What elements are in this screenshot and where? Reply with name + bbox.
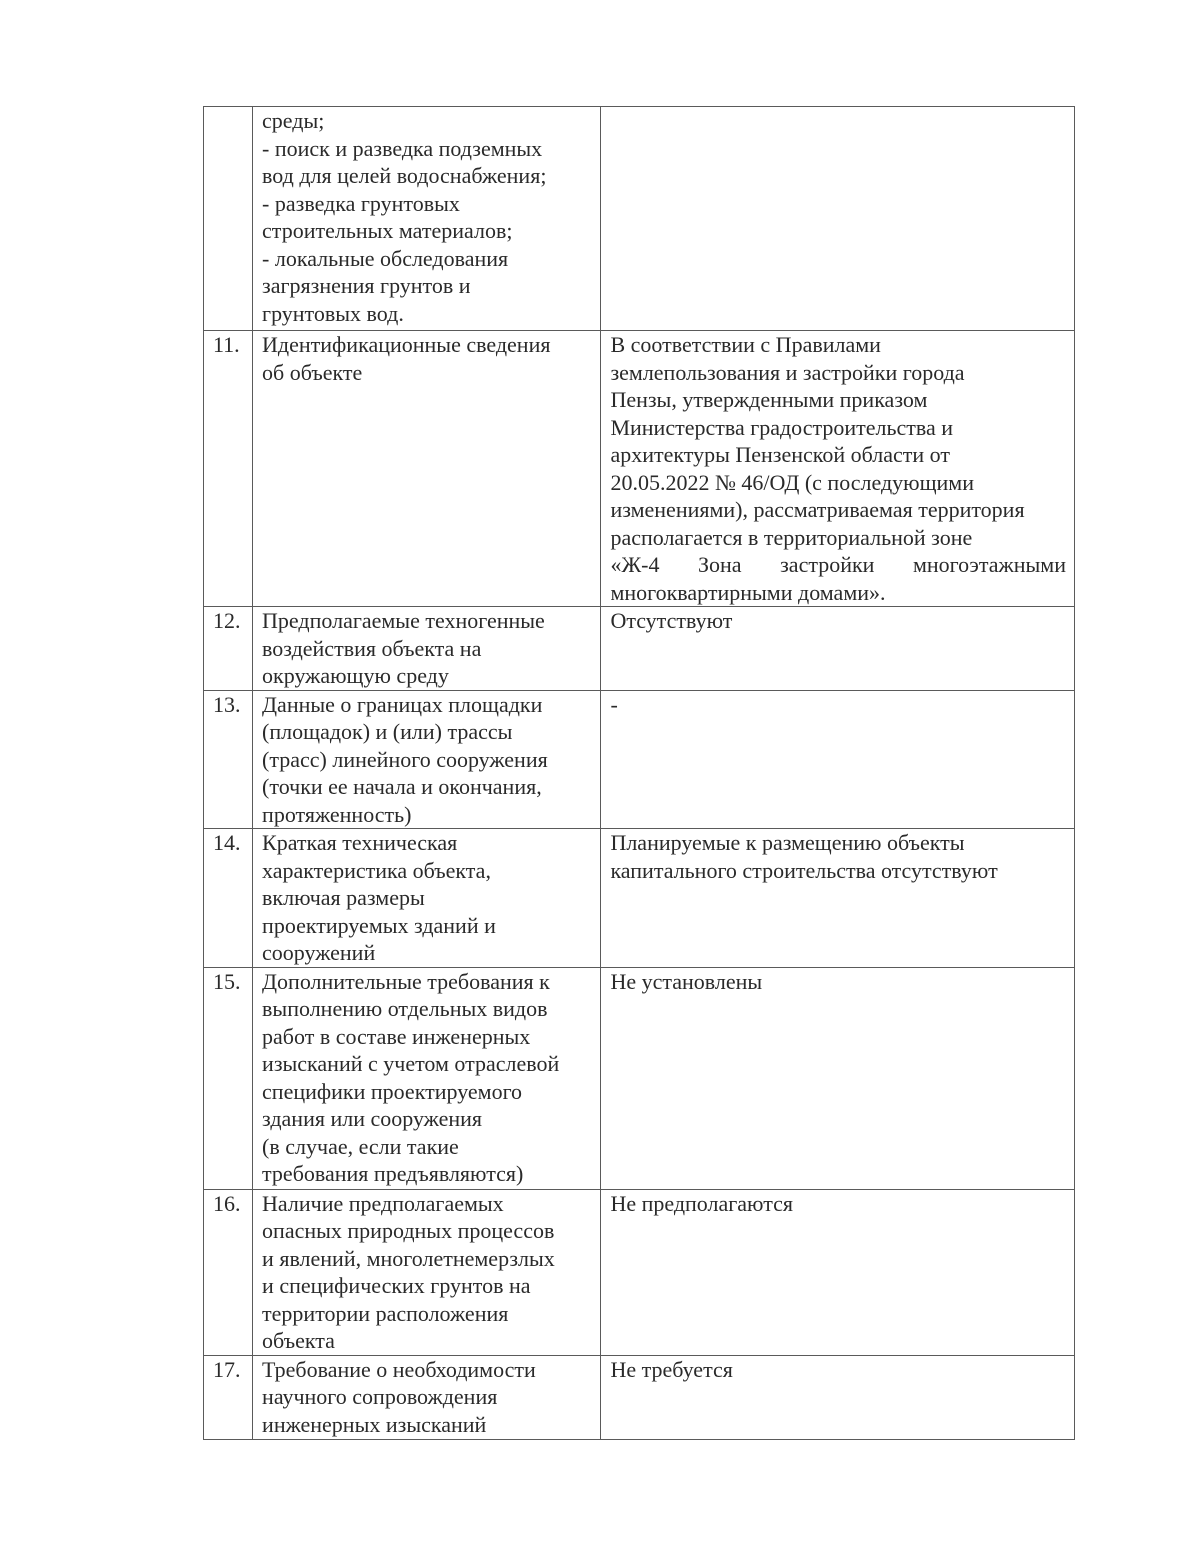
text-line: Не предполагаются xyxy=(610,1190,793,1216)
row-number: 13. xyxy=(204,690,253,829)
text-line: работ в составе инженерных xyxy=(262,1023,531,1049)
justified-line xyxy=(610,551,1066,579)
text-line: (трасс) линейного сооружения xyxy=(262,746,548,772)
text-line: и явлений, многолетнемерзлых xyxy=(262,1245,555,1271)
value-cell xyxy=(601,967,1075,1189)
text-line: вод для целей водоснабжения; xyxy=(262,163,547,188)
text-line: опасных природных процессов xyxy=(262,1218,555,1243)
parameter-cell xyxy=(253,331,601,607)
table-row xyxy=(204,331,1075,607)
text-line: землепользования и застройки города xyxy=(610,359,965,385)
parameter-cell xyxy=(253,829,601,968)
text-line: - локальные обследования xyxy=(262,245,509,271)
row-number: 15. xyxy=(204,967,253,1189)
parameter-cell xyxy=(253,1355,601,1439)
text-line: изысканий с учетом отраслевой xyxy=(262,1051,560,1076)
text-line: располагается в территориальной зоне xyxy=(610,524,973,550)
text-word: «Ж-4 xyxy=(610,552,660,577)
value-cell xyxy=(601,829,1075,968)
text-line: (площадок) и (или) трассы xyxy=(262,719,513,744)
text-line: Не установлены xyxy=(610,968,763,994)
text-line: сооружений xyxy=(262,940,376,965)
text-line: В соответствии с Правилами xyxy=(610,332,881,357)
text-line: Предполагаемые техногенные xyxy=(262,608,545,633)
value-cell xyxy=(601,331,1075,607)
parameter-cell xyxy=(253,690,601,829)
text-line: - поиск и разведка подземных xyxy=(262,135,543,161)
row-number xyxy=(204,107,253,331)
parameter-cell xyxy=(253,607,601,691)
text-line: здания или сооружения xyxy=(262,1106,483,1131)
text-line: среды; xyxy=(262,108,325,133)
value-cell xyxy=(601,690,1075,829)
text-line: 20.05.2022 № 46/ОД (с последующими xyxy=(610,469,975,495)
requirements-table xyxy=(203,106,1075,1440)
text-line: объекта xyxy=(262,1328,335,1353)
table-row xyxy=(204,829,1075,968)
parameter-cell xyxy=(253,967,601,1189)
table-row xyxy=(204,1355,1075,1439)
text-line: и специфических грунтов на xyxy=(262,1273,531,1298)
text-line: (точки ее начала и окончания, xyxy=(262,774,542,799)
parameter-cell xyxy=(253,107,601,331)
text-line: инженерных изысканий xyxy=(262,1411,487,1437)
text-line: Пензы, утвержденными приказом xyxy=(610,387,928,412)
text-line: - разведка грунтовых xyxy=(262,190,460,216)
value-cell xyxy=(601,1355,1075,1439)
text-line: выполнению отдельных видов xyxy=(262,996,548,1021)
text-line: Требование о необходимости xyxy=(262,1356,536,1382)
text-line: строительных материалов; xyxy=(262,218,513,243)
text-word: застройки xyxy=(780,552,875,577)
row-number: 16. xyxy=(204,1189,253,1355)
text-line: об объекте xyxy=(262,359,363,385)
table-row xyxy=(204,967,1075,1189)
text-line: Краткая техническая xyxy=(262,830,458,855)
row-number: 17. xyxy=(204,1355,253,1439)
text-line: капитального строительства отсутствуют xyxy=(610,857,998,883)
text-line: Министерства градостроительства и xyxy=(610,414,954,440)
text-line: Данные о границах площадки xyxy=(262,691,543,717)
text-line: проектируемых зданий и xyxy=(262,912,496,938)
text-line: изменениями), рассматриваемая территория xyxy=(610,497,1025,522)
text-line: воздействия объекта на xyxy=(262,635,482,661)
text-line: включая размеры xyxy=(262,885,425,910)
row-number: 14. xyxy=(204,829,253,968)
parameter-cell xyxy=(253,1189,601,1355)
text-line: протяженность) xyxy=(262,801,412,827)
text-line: Не требуется xyxy=(610,1356,733,1382)
value-cell xyxy=(601,1189,1075,1355)
text-line: окружающую среду xyxy=(262,663,449,688)
text-line: загрязнения грунтов и xyxy=(262,273,471,298)
text-line: Планируемые к размещению объекты xyxy=(610,830,965,855)
row-number: 12. xyxy=(204,607,253,691)
row-number: 11. xyxy=(204,331,253,607)
text-line: (в случае, если такие xyxy=(262,1133,459,1159)
table-row xyxy=(204,107,1075,331)
text-line: многоквартирными домами». xyxy=(610,579,886,605)
text-line: Идентификационные сведения xyxy=(262,332,551,357)
text-line: научного сопровождения xyxy=(262,1384,498,1409)
text-line: требования предъявляются) xyxy=(262,1161,524,1186)
table-row xyxy=(204,690,1075,829)
text-line: грунтовых вод. xyxy=(262,300,404,326)
requirements-table-body xyxy=(204,107,1075,1440)
text-line: характеристика объекта, xyxy=(262,857,491,883)
table-row xyxy=(204,1189,1075,1355)
text-line: территории расположения xyxy=(262,1300,509,1326)
text-line: Отсутствуют xyxy=(610,608,733,633)
text-word: Зона xyxy=(698,552,742,577)
value-cell xyxy=(601,607,1075,691)
text-line: - xyxy=(610,691,618,717)
value-cell xyxy=(601,107,1075,331)
text-line: Наличие предполагаемых xyxy=(262,1190,504,1216)
table-row xyxy=(204,607,1075,691)
text-line: Дополнительные требования к xyxy=(262,968,550,994)
text-line: архитектуры Пензенской области от xyxy=(610,442,950,467)
text-word: многоэтажными xyxy=(912,552,1066,577)
text-line: специфики проектируемого xyxy=(262,1078,523,1104)
